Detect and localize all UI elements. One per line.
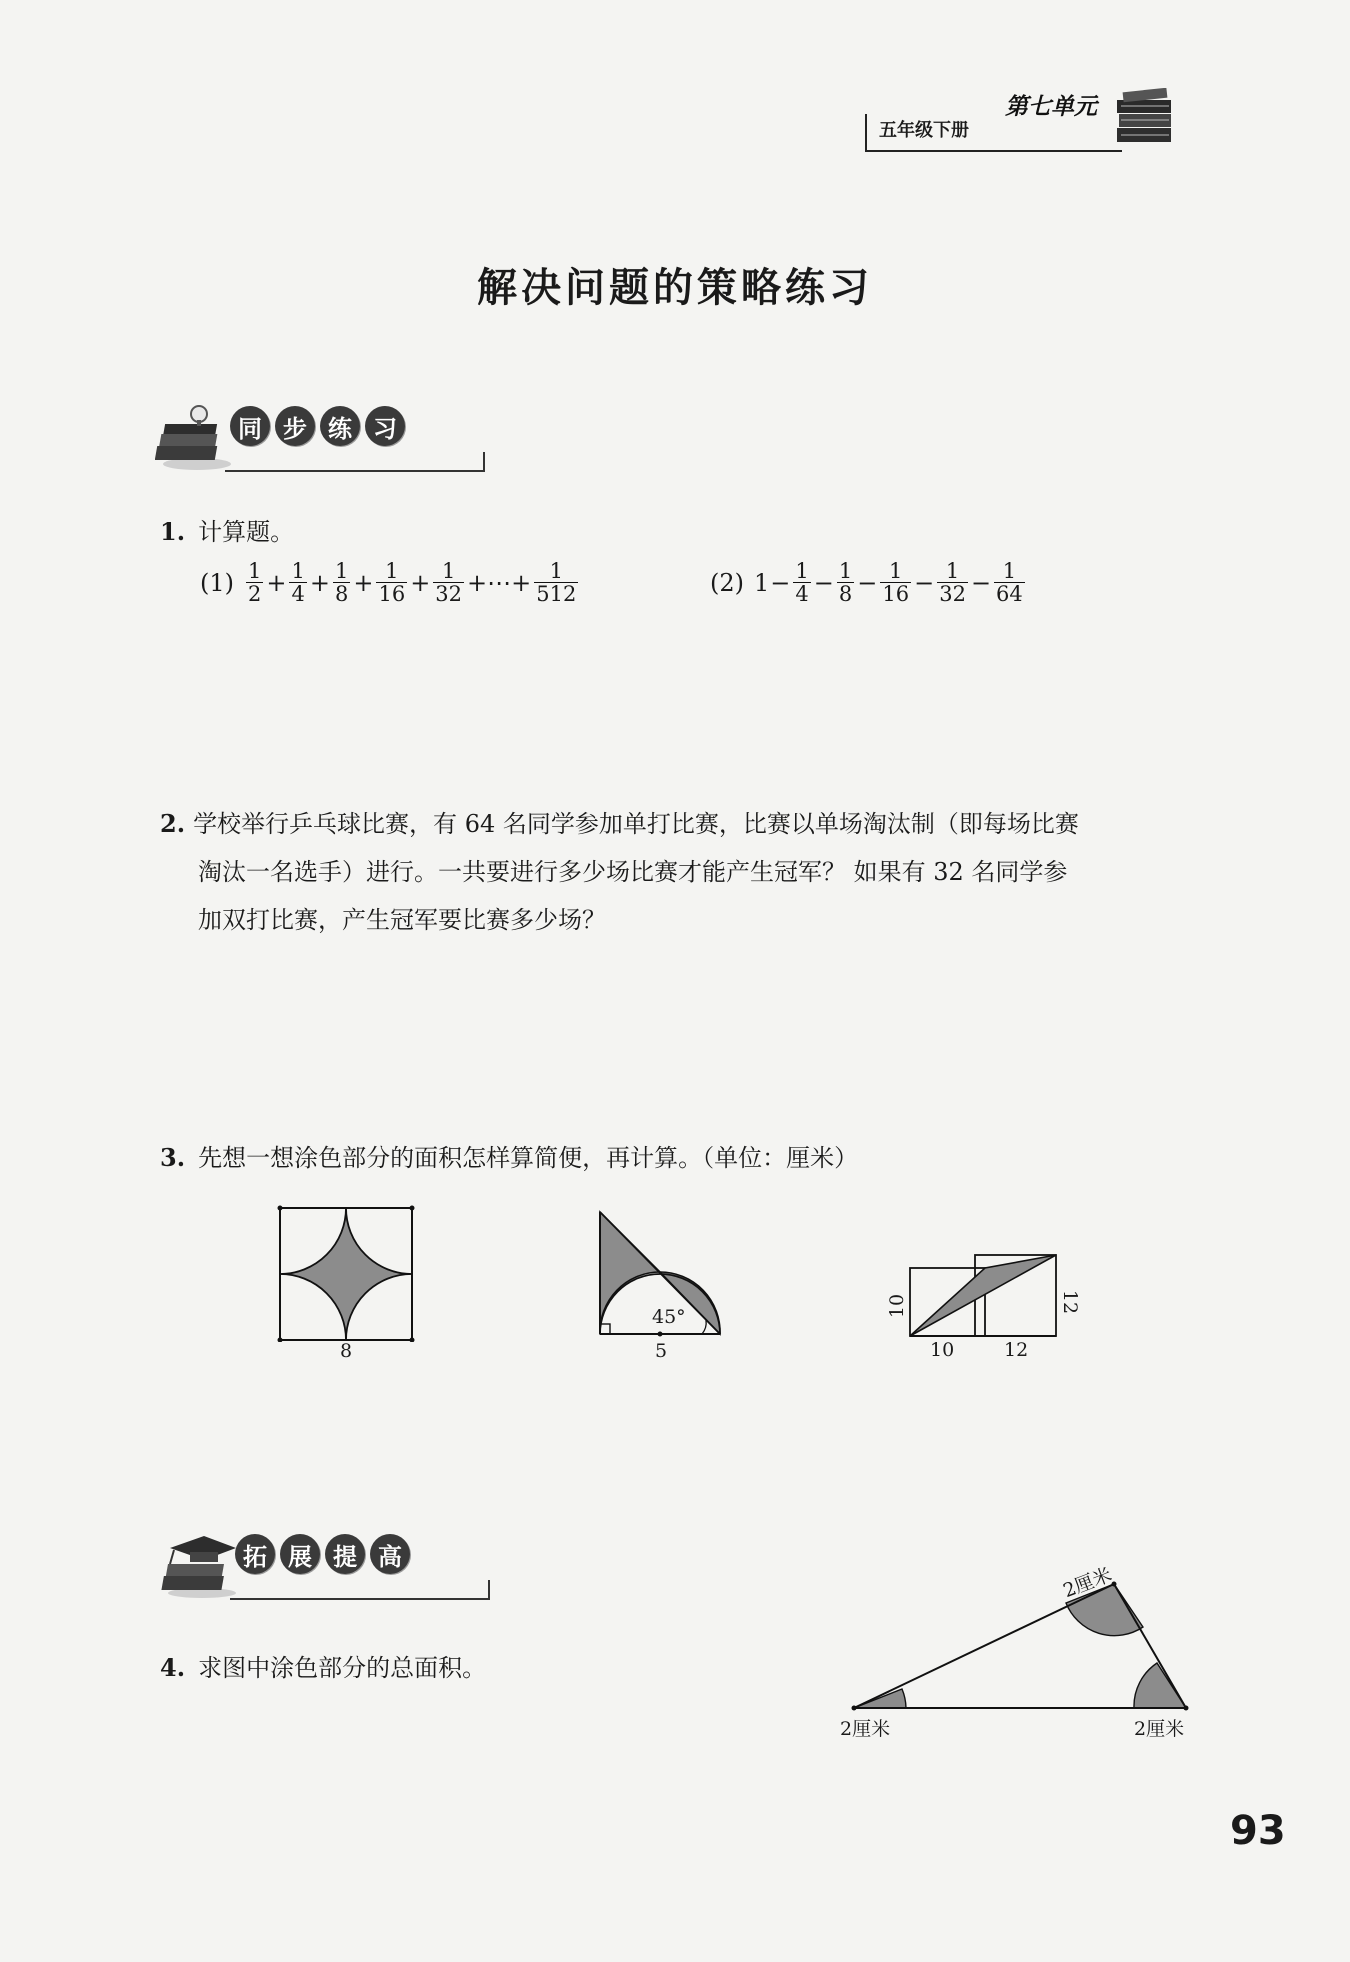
question-text: 计算题。 <box>198 518 295 546</box>
side-label: 8 <box>340 1340 353 1362</box>
section-banner-sync <box>155 402 475 474</box>
left-height-label: 10 <box>886 1293 909 1319</box>
question-4 <box>160 1644 486 1692</box>
question-3 <box>160 1134 858 1182</box>
page-number: 93 <box>1230 1808 1286 1854</box>
fraction: $\frac{1}{16}$ <box>378 559 406 607</box>
fraction: $\frac{1}{32}$ <box>435 559 463 607</box>
sector-label-top: 2厘米 <box>1060 1563 1115 1603</box>
grade-label: 五年级下册 <box>879 120 969 141</box>
q1-part1-expression: (1) $\frac{1}{2}$ + $\frac{1}{4}$ + $\frac{1}{8}$ + $\frac{1}{16}$ + $\frac{1}{32}$ +⋯+ $\frac{1}{512}$ <box>200 559 577 607</box>
question-1 <box>160 508 294 556</box>
sector-label-left: 2厘米 <box>840 1718 891 1740</box>
fraction: $\frac{1}{16}$ <box>882 559 910 607</box>
banner-char: 提 <box>325 1534 365 1574</box>
page-title: 解决问题的策略练习 <box>477 264 873 311</box>
question-line: 淘汰一名选手）进行。一共要进行多少场比赛才能产生冠军？ 如果有 32 名同学参 <box>198 858 1068 886</box>
book-stack-icon <box>1115 88 1175 152</box>
question-2 <box>160 800 1220 944</box>
fraction: $\frac{1}{512}$ <box>536 559 577 607</box>
question-text: 求图中涂色部分的总面积。 <box>198 1654 487 1682</box>
part-label: (1) <box>200 568 234 597</box>
banner-char: 高 <box>370 1534 410 1574</box>
question-number: 2. <box>160 809 186 838</box>
question-line: 加双打比赛，产生冠军要比赛多少场？ <box>198 906 606 934</box>
figure-two-rectangles <box>880 1245 1080 1375</box>
banner-char: 展 <box>280 1534 320 1574</box>
banner-char: 练 <box>320 406 360 446</box>
base2-label: 12 <box>1004 1339 1029 1361</box>
section-banner-extend <box>160 1530 480 1602</box>
base-label: 5 <box>655 1340 668 1362</box>
banner-underline <box>230 1580 490 1600</box>
unit-header-tag <box>865 92 1195 164</box>
question-text: 先想一想涂色部分的面积怎样算简便，再计算。（单位：厘米） <box>198 1144 859 1172</box>
part-label: (2) <box>710 568 744 597</box>
fraction: $\frac{1}{64}$ <box>996 559 1023 607</box>
question-line: 学校举行乒乓球比赛，有 64 名同学参加单打比赛，比赛以单场淘汰制（即每场比赛 <box>193 810 1079 838</box>
banner-underline <box>225 452 485 472</box>
figure-triangle-semicircle <box>592 1200 732 1370</box>
banner-char: 拓 <box>235 1534 275 1574</box>
figure-square-arcs <box>272 1202 422 1362</box>
square-quarter-circles-diagram <box>272 1202 422 1342</box>
base1-label: 10 <box>930 1339 955 1361</box>
fraction: $\frac{1}{4}$ <box>291 559 305 607</box>
q1-part2-expression: (2) 1 − $\frac{1}{4}$ − $\frac{1}{8}$ − $\frac{1}{16}$ − $\frac{1}{32}$ − $\frac{1}{64}$ <box>710 559 1023 607</box>
triangle-sectors-diagram <box>840 1560 1210 1730</box>
banner-char: 步 <box>275 406 315 446</box>
fraction: $\frac{1}{8}$ <box>838 559 853 607</box>
fraction: $\frac{1}{2}$ <box>248 559 262 607</box>
two-rectangles-diagram <box>880 1245 1080 1345</box>
angle-label: 45° <box>652 1306 686 1328</box>
banner-char: 习 <box>365 406 405 446</box>
book-lamp-icon <box>155 402 235 472</box>
figure-triangle-sectors <box>840 1560 1210 1750</box>
question-number: 3. <box>160 1143 186 1172</box>
sector-label-right: 2厘米 <box>1134 1718 1185 1740</box>
unit-label: 第七单元 <box>1005 94 1097 120</box>
right-height-label: 12 <box>1059 1289 1082 1315</box>
fraction: $\frac{1}{8}$ <box>334 559 349 607</box>
question-number: 1. <box>160 517 186 546</box>
fraction: $\frac{1}{4}$ <box>795 559 809 607</box>
graduation-cap-books-icon <box>160 1530 240 1600</box>
banner-char: 同 <box>230 406 270 446</box>
fraction: $\frac{1}{32}$ <box>939 559 966 607</box>
question-number: 4. <box>160 1653 186 1682</box>
